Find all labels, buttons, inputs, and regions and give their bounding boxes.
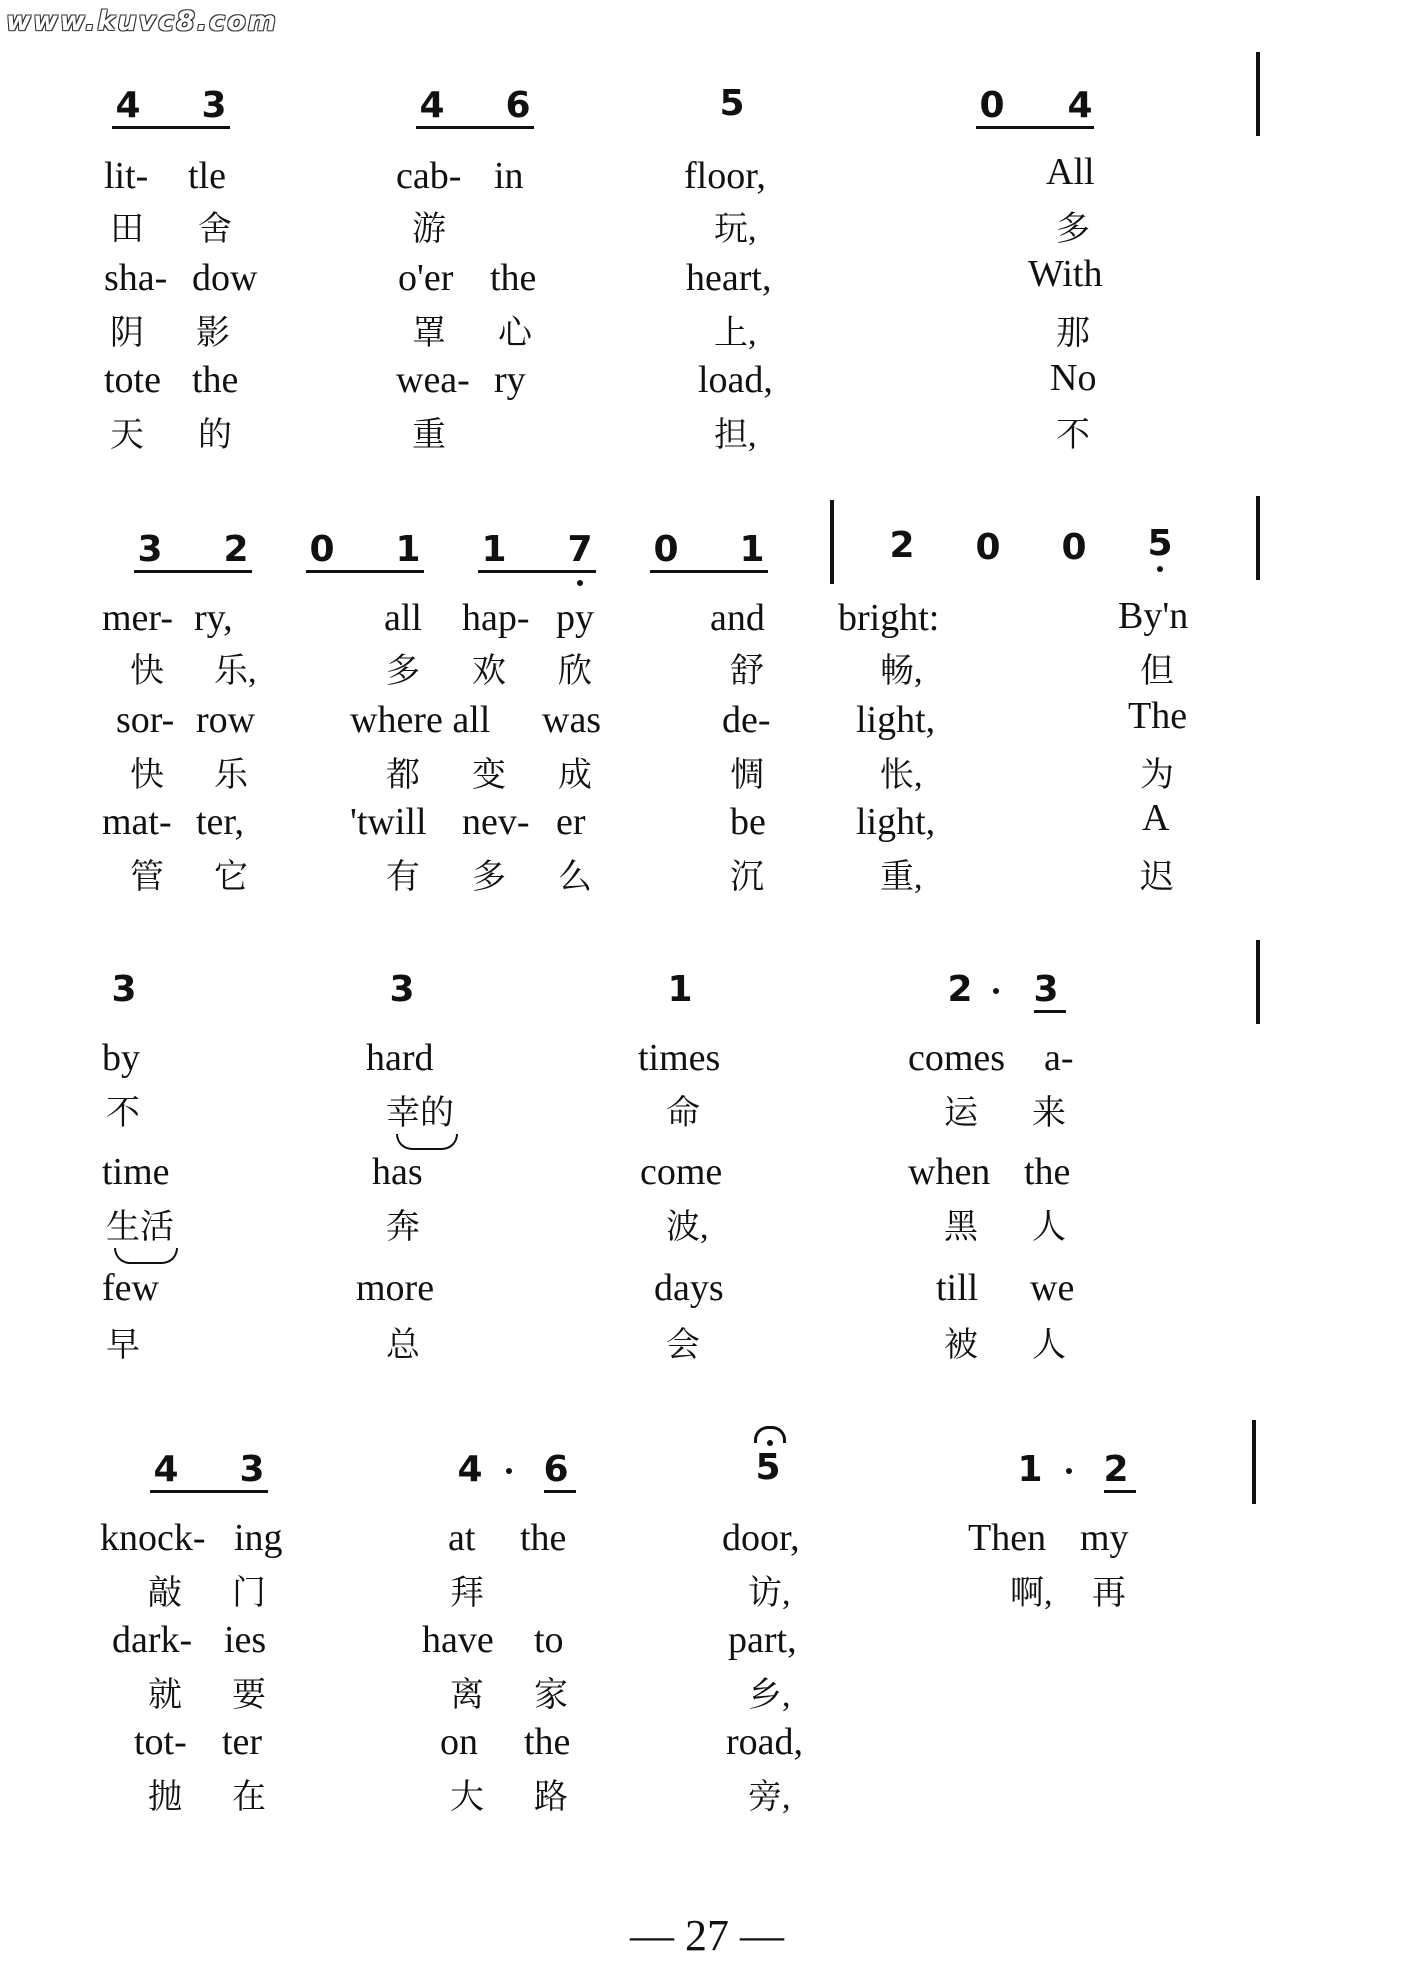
lyric-zh: 上, (714, 315, 757, 352)
lyric: sor- (116, 699, 175, 741)
lyric: With (1028, 253, 1103, 295)
note: 2 (223, 529, 249, 570)
lyric: nev- (462, 801, 530, 843)
note: 5 (755, 1447, 781, 1488)
lyric: comes (908, 1037, 1006, 1079)
note: 0 (979, 85, 1005, 126)
note: 0 (309, 529, 335, 570)
note: 5 (1147, 523, 1173, 564)
lyric-zh: 大 (450, 1779, 484, 1816)
lyric: tot- (134, 1721, 187, 1763)
lyric-zh: 欣 (558, 653, 592, 690)
lyric-zh: 总 (386, 1327, 420, 1364)
lyric: The (1128, 695, 1188, 737)
lyric-zh: 家 (534, 1677, 568, 1714)
lyric-zh: 那 (1056, 315, 1090, 352)
lyric: my (1080, 1517, 1129, 1559)
lyric-zh: 不 (1056, 417, 1090, 454)
lyric-zh: 游 (412, 211, 446, 248)
lyric: till (936, 1267, 979, 1309)
lyric-zh: 迟 (1140, 859, 1174, 896)
note: 6 (505, 85, 531, 126)
note: 0 (1061, 527, 1087, 568)
lyric: ing (234, 1517, 283, 1559)
lyric: few (102, 1267, 159, 1309)
note: 6 (543, 1449, 569, 1490)
lyric-zh: 它 (214, 859, 248, 896)
note: 4 (457, 1449, 483, 1490)
lyric-zh: 幸的 (386, 1095, 454, 1132)
lyric: ter, (196, 801, 245, 843)
lyric-zh: 旁, (748, 1779, 791, 1816)
lyric-zh: 畅, (880, 653, 923, 690)
lyric-zh: 乐, (214, 653, 257, 690)
beam (650, 570, 768, 573)
lyric: ry (494, 359, 526, 401)
lyric-zh: 变 (472, 757, 506, 794)
lyric: mat- (102, 801, 172, 843)
lyric: tote (104, 359, 161, 401)
lyric-zh: 门 (232, 1575, 266, 1612)
lyric: ter (222, 1721, 263, 1763)
lyric: light, (856, 801, 936, 843)
beam (1104, 1490, 1136, 1493)
lyric-zh: 抛 (148, 1779, 182, 1816)
lyric: er (556, 801, 586, 843)
lyric-zh: 人 (1032, 1209, 1066, 1246)
note: 4 (115, 85, 141, 126)
note: 3 (389, 969, 415, 1010)
note: 0 (653, 529, 679, 570)
beam (150, 1490, 268, 1493)
lyric: the (490, 257, 537, 299)
lyric: have (422, 1619, 494, 1661)
lyric-zh: 不 (106, 1095, 140, 1132)
lyric: by (102, 1037, 140, 1079)
lyric-zh: 来 (1032, 1095, 1066, 1132)
note: 2 (1103, 1449, 1129, 1490)
lyric-zh: 离 (450, 1677, 484, 1714)
note: 3 (239, 1449, 265, 1490)
note: 2 (947, 969, 973, 1010)
lyric-zh: 心 (498, 315, 532, 352)
lyric-zh: 奔 (386, 1209, 420, 1246)
lyric-zh: 多 (472, 859, 506, 896)
beam (976, 126, 1094, 129)
lyric: on (440, 1721, 478, 1763)
barline (1256, 52, 1260, 136)
lyric: in (494, 155, 524, 197)
augmentation-dot (506, 1468, 512, 1474)
lyric-zh: 阴 (110, 315, 144, 352)
lyric: ry, (194, 597, 233, 639)
lyric-zh: 啊, (1010, 1575, 1053, 1612)
lyric-zh: 舍 (198, 211, 232, 248)
lyric: dark- (112, 1619, 193, 1661)
lyric-zh: 的 (198, 417, 232, 454)
lyric: light, (856, 699, 936, 741)
lyric-zh: 访, (748, 1575, 791, 1612)
lyric-zh: 被 (944, 1327, 978, 1364)
lyric-zh: 敲 (148, 1575, 182, 1612)
note: 3 (137, 529, 163, 570)
beam (1034, 1010, 1066, 1013)
lyric: heart, (686, 257, 772, 299)
lyric-zh: 欢 (472, 653, 506, 690)
lyric-zh: 重 (412, 417, 446, 454)
lyric-zh: 生活 (106, 1209, 174, 1246)
lyric: door, (722, 1517, 800, 1559)
lyric-zh: 快 (130, 653, 164, 690)
note: 4 (419, 85, 445, 126)
lyric-zh: 都 (386, 757, 420, 794)
note: 4 (1067, 85, 1093, 126)
lyric-zh: 怅, (880, 757, 923, 794)
lyric: ies (224, 1619, 267, 1661)
barline (1256, 940, 1260, 1024)
lyric: 'twill (350, 801, 427, 843)
lyric-zh: 惆 (730, 757, 764, 794)
beam (112, 126, 230, 129)
lyric: sha- (104, 257, 168, 299)
lyric-zh: 再 (1092, 1575, 1126, 1612)
lyric-zh: 么 (558, 859, 592, 896)
lyric-zh: 运 (944, 1095, 978, 1132)
lyric-zh: 重, (880, 859, 923, 896)
lyric: tle (188, 155, 226, 197)
lyric-zh: 黑 (944, 1209, 978, 1246)
lyric-zh: 罩 (412, 315, 446, 352)
lyric: all (384, 597, 422, 639)
note: 7 (567, 529, 593, 570)
lyric-zh: 要 (232, 1677, 266, 1714)
lyric-zh: 田 (110, 211, 144, 248)
lyric: the (1024, 1151, 1071, 1193)
lower-octave-dot (1157, 566, 1163, 572)
beam (478, 570, 596, 573)
lyric: lit- (104, 155, 149, 197)
note: 1 (481, 529, 507, 570)
lyric: the (524, 1721, 571, 1763)
barline (1256, 496, 1260, 580)
lyric-zh: 快 (130, 757, 164, 794)
lyric: wea- (396, 359, 470, 401)
slur (396, 1134, 458, 1150)
lyric-zh: 人 (1032, 1327, 1066, 1364)
beam (416, 126, 534, 129)
lyric: All (1046, 151, 1095, 193)
lyric-zh: 乐 (214, 757, 248, 794)
lyric-zh: 拜 (450, 1575, 484, 1612)
lyric: the (192, 359, 239, 401)
note: 1 (739, 529, 765, 570)
lyric: row (196, 699, 256, 741)
note: 3 (1033, 969, 1059, 1010)
lyric: at (448, 1517, 476, 1559)
lyric: has (372, 1151, 423, 1193)
lyric: time (102, 1151, 170, 1193)
watermark: www.kuvc8.com (6, 6, 278, 37)
note: 3 (201, 85, 227, 126)
lyric-zh: 会 (666, 1327, 700, 1364)
lyric: to (534, 1619, 564, 1661)
augmentation-dot (1066, 1468, 1072, 1474)
lyric: part, (728, 1619, 797, 1661)
lyric-zh: 为 (1140, 757, 1174, 794)
lyric-zh: 在 (232, 1779, 266, 1816)
note: 3 (111, 969, 137, 1010)
lyric: times (638, 1037, 721, 1079)
lyric: bright: (838, 597, 940, 639)
lyric-zh: 但 (1140, 653, 1174, 690)
lyric-zh: 命 (666, 1095, 700, 1132)
lyric-zh: 就 (148, 1677, 182, 1714)
lyric-zh: 成 (558, 757, 592, 794)
note: 1 (667, 969, 693, 1010)
lyric: load, (698, 359, 773, 401)
barline (1252, 1420, 1256, 1504)
lyric: come (640, 1151, 723, 1193)
lyric-zh: 玩, (714, 211, 757, 248)
note: 5 (719, 83, 745, 124)
beam (134, 570, 252, 573)
lyric: was (542, 699, 602, 741)
lyric: Then (968, 1517, 1047, 1559)
note: 0 (975, 527, 1001, 568)
lyric: and (710, 597, 765, 639)
lyric: hard (366, 1037, 434, 1079)
lower-octave-dot (577, 580, 583, 586)
note: 1 (395, 529, 421, 570)
lyric: o'er (398, 257, 454, 299)
lyric: A (1142, 797, 1170, 839)
lyric: road, (726, 1721, 804, 1763)
lyric-zh: 多 (1056, 211, 1090, 248)
lyric: when (908, 1151, 991, 1193)
lyric-zh: 路 (534, 1779, 568, 1816)
lyric-zh: 天 (110, 417, 144, 454)
lyric: more (356, 1267, 435, 1309)
beam (306, 570, 424, 573)
lyric: be (730, 801, 766, 843)
lyric: No (1050, 357, 1097, 399)
lyric: By'n (1118, 595, 1189, 637)
lyric: hap- (462, 597, 530, 639)
lyric-zh: 早 (106, 1327, 140, 1364)
lyric: cab- (396, 155, 462, 197)
lyric: knock- (100, 1517, 206, 1559)
lyric-zh: 沉 (730, 859, 764, 896)
lyric-zh: 管 (130, 859, 164, 896)
lyric: we (1030, 1267, 1075, 1309)
lyric: floor, (684, 155, 766, 197)
slur (114, 1248, 178, 1264)
lyric-zh: 影 (196, 315, 230, 352)
lyric-zh: 有 (386, 859, 420, 896)
page-number: — 27 — (630, 1911, 784, 1960)
augmentation-dot (993, 988, 999, 994)
note: 1 (1017, 1449, 1043, 1490)
beam (544, 1490, 576, 1493)
barline (830, 500, 834, 584)
lyric: dow (192, 257, 258, 299)
lyric: mer- (102, 597, 173, 639)
lyric-zh: 波, (666, 1209, 709, 1246)
lyric: de- (722, 699, 771, 741)
fermata-dot (767, 1440, 773, 1446)
note: 2 (889, 525, 915, 566)
note: 4 (153, 1449, 179, 1490)
lyric-zh: 多 (386, 653, 420, 690)
lyric: py (556, 597, 594, 639)
lyric: the (520, 1517, 567, 1559)
lyric-zh: 舒 (730, 653, 764, 690)
lyric-zh: 乡, (748, 1677, 791, 1714)
lyric: days (654, 1267, 724, 1309)
lyric-zh: 担, (714, 417, 757, 454)
lyric: where all (350, 699, 491, 741)
lyric: a- (1044, 1037, 1074, 1079)
